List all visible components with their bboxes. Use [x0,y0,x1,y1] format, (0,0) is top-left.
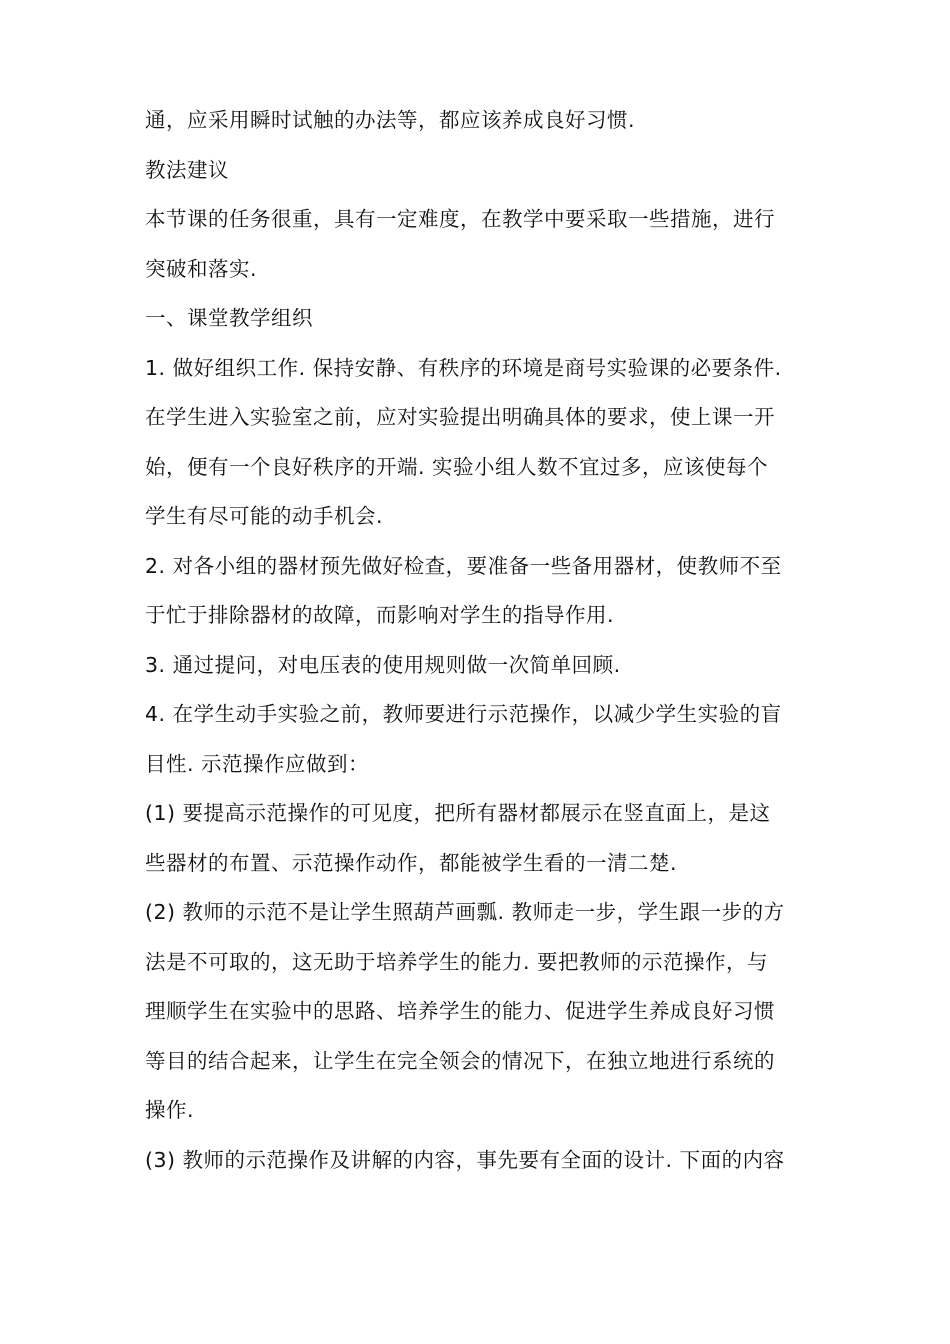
text-line: 在学生进入实验室之前，应对实验提出明确具体的要求，使上课一开 [145,405,775,429]
text-line: 4. 在学生动手实验之前，教师要进行示范操作，以减少学生实验的盲 [145,702,782,726]
text-line: (1) 要提高示范操作的可见度，把所有器材都展示在竖直面上，是这 [145,801,771,825]
text-line: 通，应采用瞬时试触的办法等，都应该养成良好习惯. [145,108,636,132]
text-line: 等目的结合起来，让学生在完全领会的情况下，在独立地进行系统的 [145,1048,775,1073]
text-line: 2. 对各小组的器材预先做好检查，要准备一些备用器材，使教师不至 [145,553,782,578]
text-line: 突破和落实. [145,256,258,281]
text-line: 法是不可取的，这无助于培养学生的能力. 要把教师的示范操作，与 [145,949,769,974]
text-line: 1. 做好组织工作. 保持安静、有秩序的环境是商号实验课的必要条件. [145,355,782,380]
text-line: 本节课的任务很重，具有一定难度，在教学中要采取一些措施，进行 [145,207,775,231]
text-line: 操作. [145,1098,195,1122]
text-line: 理顺学生在实验中的思路、培养学生的能力、促进学生养成良好习惯 [145,999,775,1023]
text-line: (3) 教师的示范操作及讲解的内容，事先要有全面的设计. 下面的内容 [145,1147,785,1172]
document-body [145,96,820,1185]
text-line: 学生有尽可能的动手机会. [145,504,384,528]
section-heading: 一、课堂教学组织 [145,306,313,330]
text-line: 于忙于排除器材的故障，而影响对学生的指导作用. [145,603,615,627]
text-line: (2) 教师的示范不是让学生照葫芦画瓢. 教师走一步，学生跟一步的方 [145,900,785,924]
text-line: 始，便有一个良好秩序的开端. 实验小组人数不宜过多，应该使每个 [145,454,769,479]
text-line: 目性. 示范操作应做到： [145,751,370,776]
text-line: 些器材的布置、示范操作动作，都能被学生看的一清二楚. [145,850,678,875]
section-heading: 教法建议 [145,157,229,182]
text-line: 3. 通过提问，对电压表的使用规则做一次简单回顾. [145,652,621,677]
